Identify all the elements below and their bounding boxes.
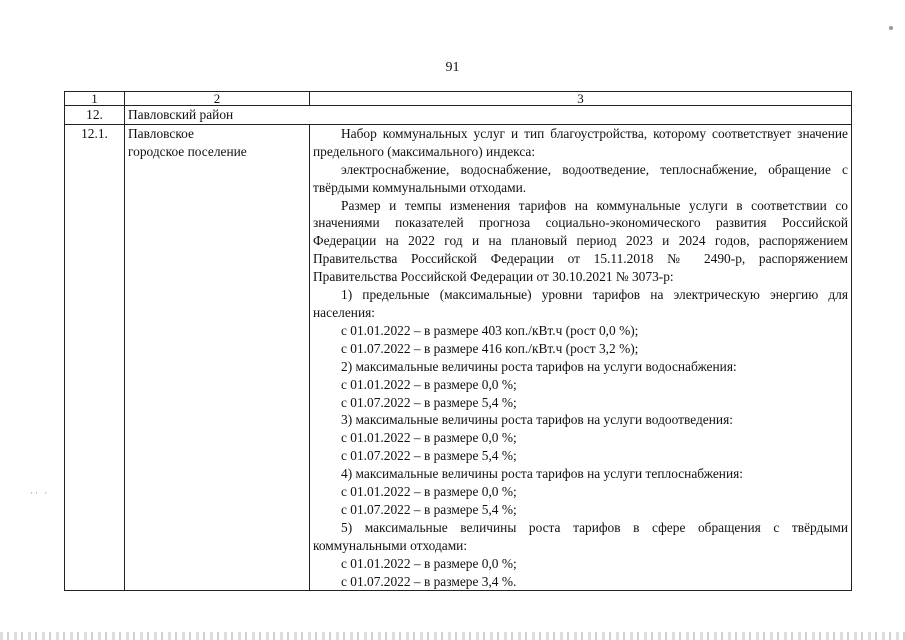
tariff-paragraph: с 01.01.2022 – в размере 0,0 %;	[341, 430, 517, 446]
tariff-paragraph: с 01.01.2022 – в размере 0,0 %;	[341, 555, 517, 571]
table-header-row	[65, 92, 852, 106]
table-row	[65, 124, 852, 591]
tariff-paragraph: с 01.07.2022 – в размере 416 коп./кВт.ч (рост 3,2 %);	[341, 340, 639, 356]
section-title: Павловский район	[125, 106, 852, 125]
tariff-paragraph: с 01.07.2022 – в размере 5,4 %;	[341, 394, 517, 410]
tariff-paragraph: 4) максимальные величины роста тарифов на услуги теплоснабжения:	[341, 466, 743, 482]
header-col-2: 2	[125, 92, 310, 106]
tariff-description	[310, 124, 852, 591]
tariff-paragraph: электроснабжение, водоснабжение, водоотведение, теплоснабжение, обращение с твёрдыми коммунальными отходами.	[313, 161, 848, 195]
tariff-paragraph: с 01.07.2022 – в размере 3,4 %.	[341, 573, 517, 589]
tariff-paragraph: 3) максимальные величины роста тарифов на услуги водоотведения:	[341, 412, 733, 428]
settlement-name-line: городское поселение	[128, 143, 247, 159]
section-number: 12.	[65, 106, 125, 125]
section-row	[65, 106, 852, 125]
scan-speck	[889, 26, 893, 30]
settlement-name	[125, 124, 310, 591]
tariff-paragraph: с 01.01.2022 – в размере 403 коп./кВт.ч (рост 0,0 %);	[341, 322, 639, 338]
settlement-name-line: Павловское	[128, 125, 194, 141]
row-number: 12.1.	[65, 124, 125, 591]
tariff-paragraph: Размер и темпы изменения тарифов на коммунальные услуги в соответствии со значениями показателей прогноза социально-экономического развития Российской Федерации на 2022 год и на плановый период 2023 и 2024 годов, распоряжением Правительства Российской Федерации от 15.11.2018 № 2490-р, распоряжением Правительства Российской Федерации от 30.10.2021 № 3073-р:	[313, 197, 848, 285]
document-table	[64, 91, 852, 591]
page-number: 91	[445, 60, 460, 75]
tariff-paragraph: 1) предельные (максимальные) уровни тарифов на электрическую энергию для населения:	[313, 287, 848, 320]
scan-edge-strip	[0, 632, 905, 640]
header-col-3: 3	[310, 92, 852, 106]
tariff-paragraph: 5) максимальные величины роста тарифов в сфере обращения с твёрдыми коммунальными отходами:	[313, 519, 848, 553]
tariff-paragraph: с 01.01.2022 – в размере 0,0 %;	[341, 484, 517, 500]
tariff-paragraph: 2) максимальные величины роста тарифов на услуги водоснабжения:	[341, 358, 737, 374]
header-col-1: 1	[65, 92, 125, 106]
tariff-paragraph: с 01.07.2022 – в размере 5,4 %;	[341, 501, 517, 517]
tariff-paragraph: с 01.07.2022 – в размере 5,4 %;	[341, 448, 517, 464]
tariff-paragraph: Набор коммунальных услуг и тип благоустройства, которому соответствует значение предельного (максимального) индекса:	[313, 125, 848, 159]
scan-artifact: ·· ·	[30, 488, 50, 498]
tariff-paragraph: с 01.01.2022 – в размере 0,0 %;	[341, 376, 517, 392]
